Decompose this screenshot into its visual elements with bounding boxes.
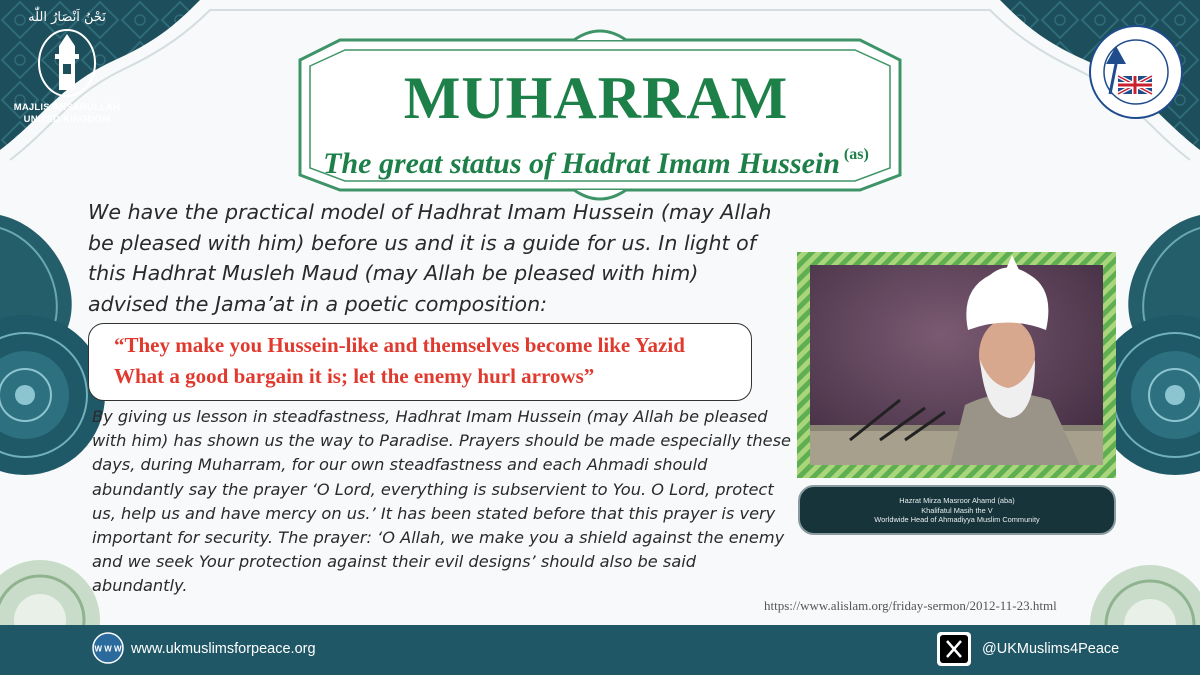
title-card <box>293 55 899 181</box>
quote-line-1: “They make you Hussein-like and themselves become like Yazid <box>114 333 685 357</box>
x-glyph-icon <box>937 632 971 666</box>
body-paragraph: By giving us lesson in steadfastness, Hadhrat Imam Hussein (may Allah be pleased with him) has shown us the way to Paradise. Prayers should be made especially these days, during Muharram, for our own steadfastness and each Ahmadi should abundantly say the prayer ‘O Lord, everything is subservient to You. O Lord, protect us, help us and have mercy on us.’ It has been stated before that this prayer is very important for security. The prayer: ‘O Allah, we make you a shield against the enemy and we seek Your protection against their evil designs’ should also be said abundantly. <box>92 407 791 596</box>
caption-line-2: Khalifatul Masih the V <box>921 505 993 515</box>
intro-paragraph: We have the practical model of Hadhrat Imam Hussein (may Allah be pleased with him) before us and it is a guide for us. In light of this Hadhrat Musleh Maud (may Allah be pleased with him) advised the Jama’at in a poetic composition: <box>88 200 772 316</box>
subtitle-superscript: (as) <box>843 146 869 163</box>
page-subtitle <box>293 137 899 182</box>
logo-name-line2: UNITED KINGDOM <box>23 114 111 125</box>
minaret-icon <box>35 28 99 98</box>
quote-line-2: What a good bargain it is; let the enemy hurl arrows” <box>114 364 595 388</box>
website-link[interactable]: www.ukmuslimsforpeace.org <box>131 641 316 657</box>
source-url[interactable]: https://www.alislam.org/friday-sermon/2012-11-23.html <box>764 598 1057 613</box>
social-handle[interactable]: @UKMuslims4Peace <box>982 641 1120 657</box>
logo-name-line1: MAJLIS ANSARULLAH <box>13 102 121 113</box>
x-logo-icon[interactable] <box>937 632 971 666</box>
caption-line-3: Worldwide Head of Ahmadiyya Muslim Community <box>874 515 1040 524</box>
page-title: MUHARRAM <box>403 65 789 131</box>
photo-frame <box>797 252 1116 478</box>
globe-icon <box>92 632 124 664</box>
logo-urdu-text: نَحْنُ اَنْصَارُ اللّٰه <box>28 10 106 25</box>
photo-caption <box>798 485 1116 535</box>
subtitle-text: The great status of Hadrat Imam Hussein <box>323 147 840 180</box>
globe-www-label: W W W <box>94 644 122 654</box>
tabligh-seal-icon <box>1088 24 1184 120</box>
caption-line-1: Hazrat Mirza Masroor Ahamd (aba) <box>899 496 1015 505</box>
qiadat-tabligh-logo <box>1088 24 1184 120</box>
majlis-ansarullah-logo <box>8 10 126 126</box>
quote-box <box>88 323 752 401</box>
